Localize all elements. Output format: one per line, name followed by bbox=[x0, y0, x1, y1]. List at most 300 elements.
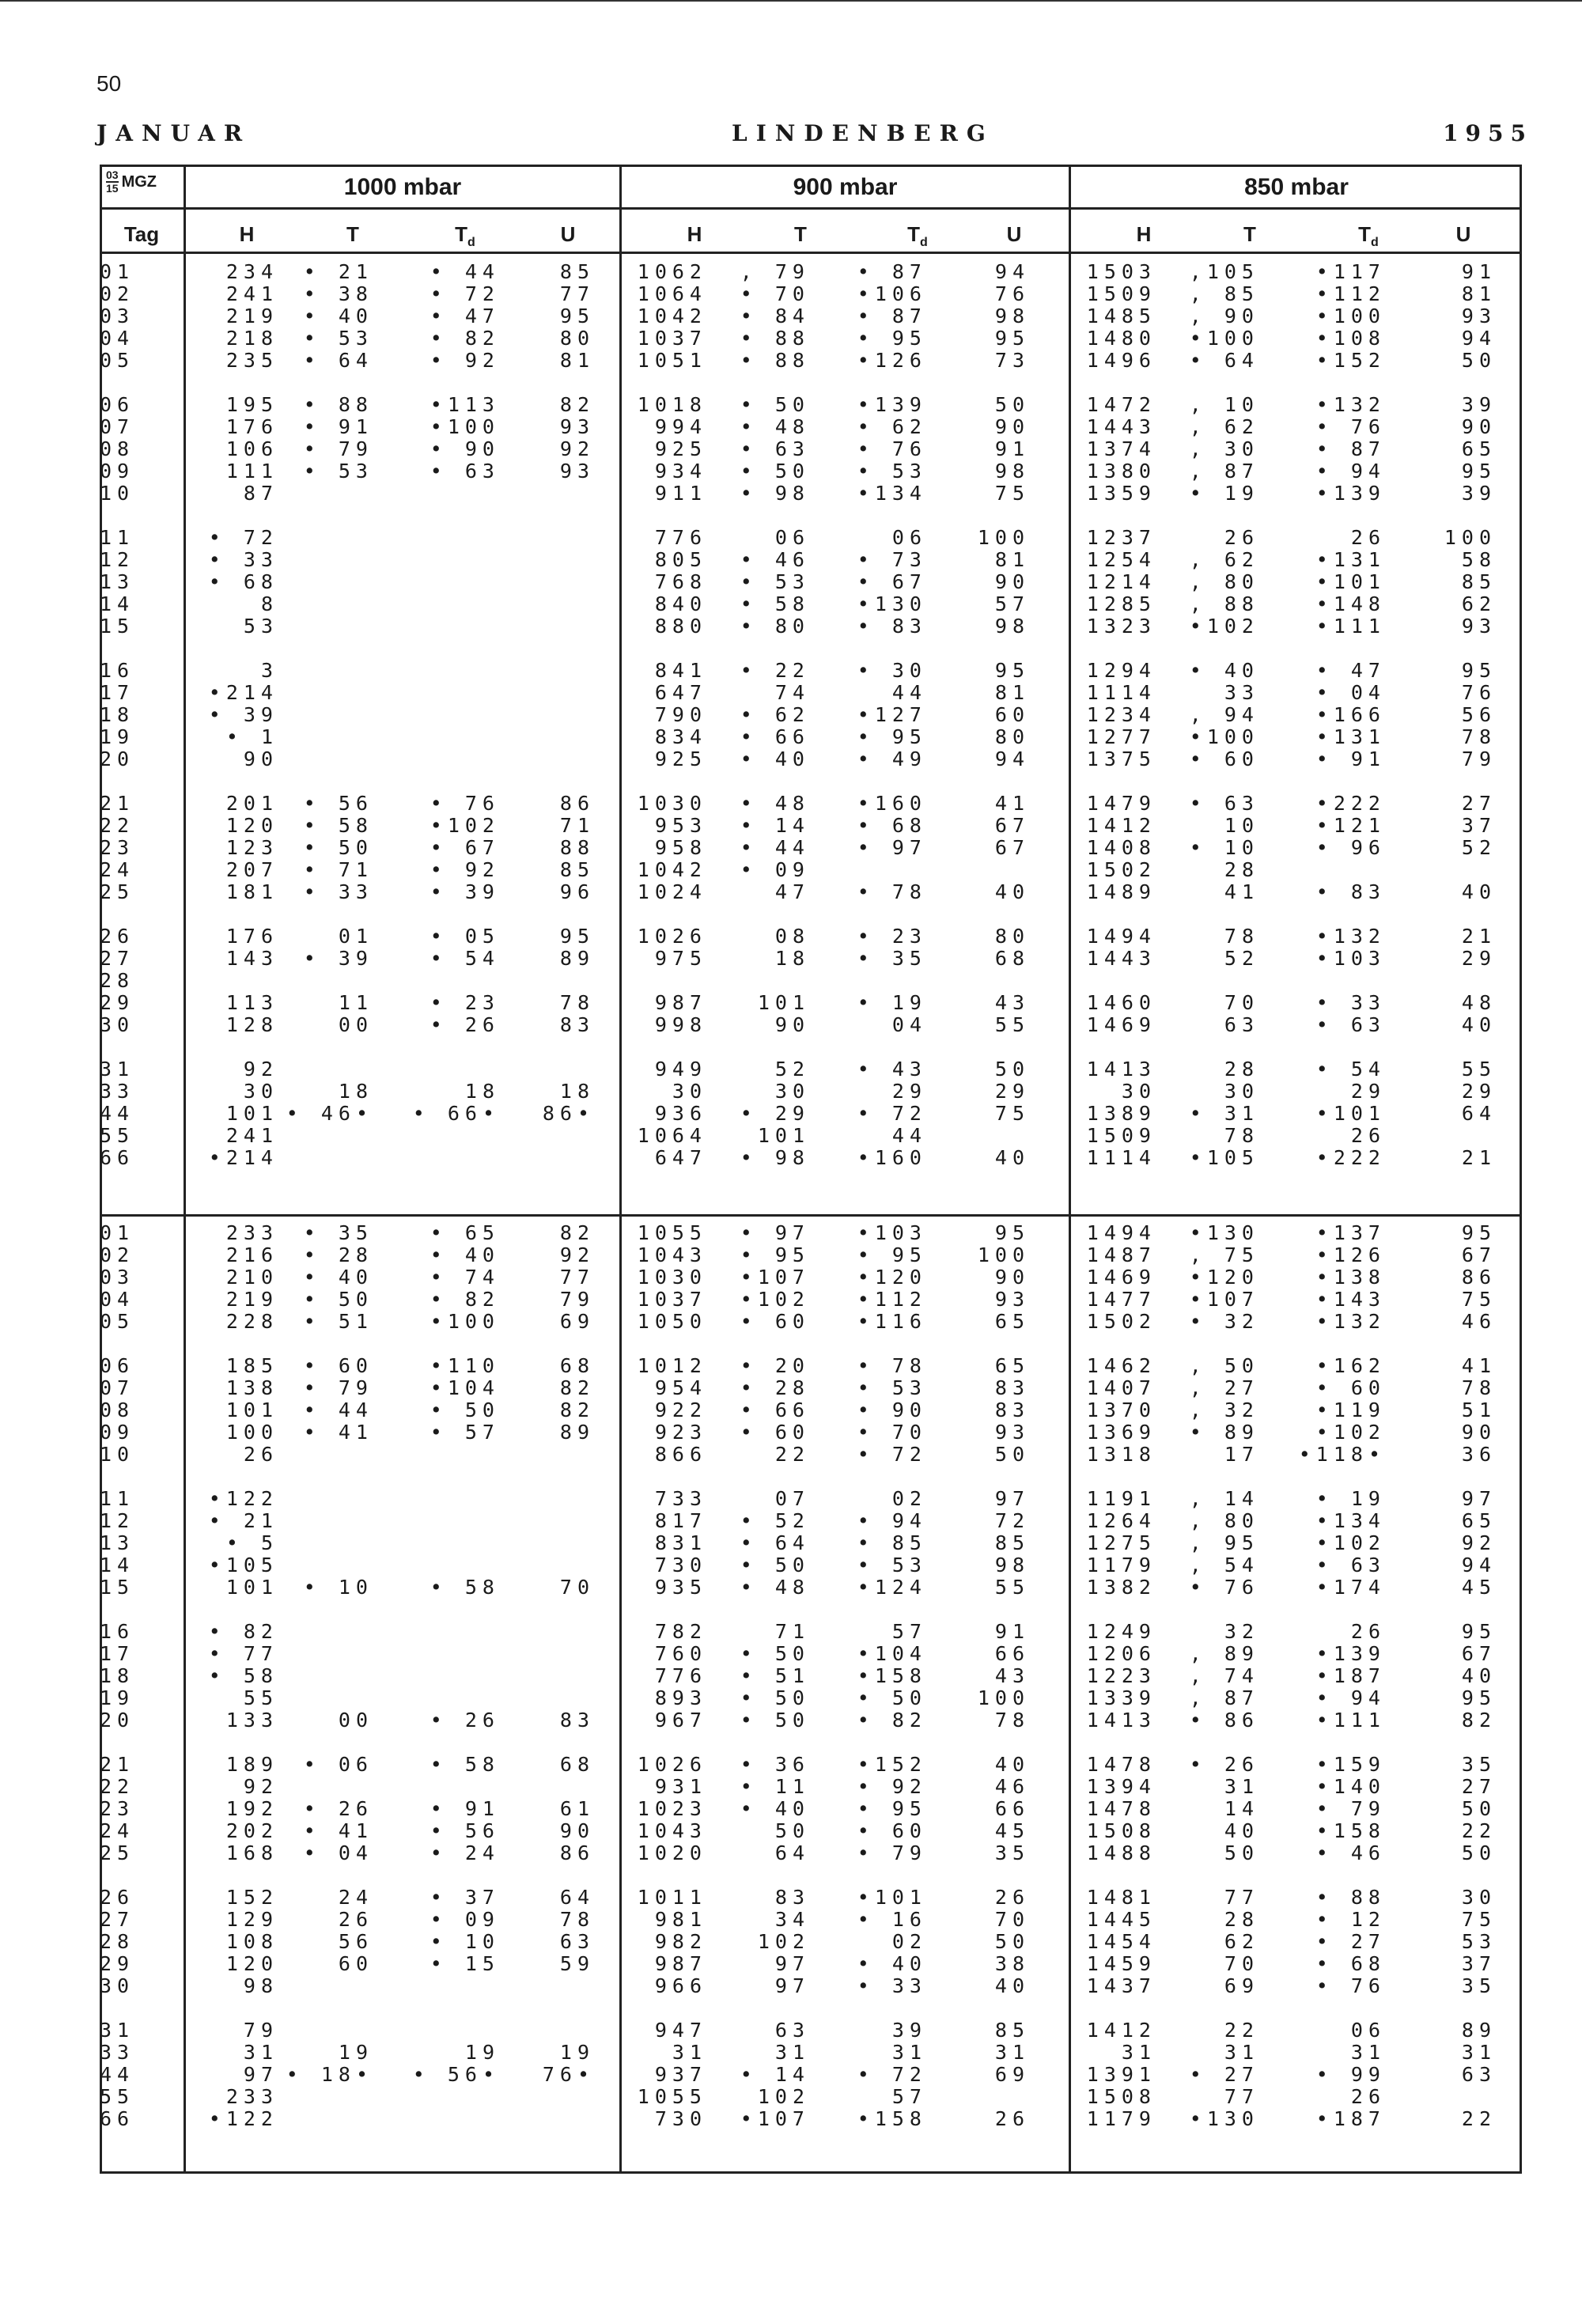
cell-t-1000: • 79 bbox=[303, 1376, 373, 1399]
cell-u-900: 93 bbox=[994, 1288, 1030, 1311]
cell-td-1000: • 05 bbox=[430, 925, 500, 948]
cell-h-1000: 168 bbox=[225, 1841, 278, 1864]
cell-tag: 05 bbox=[100, 1310, 135, 1333]
cell-u-900: 43 bbox=[994, 1664, 1030, 1687]
col-h-850: H bbox=[1136, 222, 1152, 246]
cell-u-850: 55 bbox=[1461, 1058, 1497, 1081]
cell-u-1000 bbox=[500, 571, 595, 593]
cell-t-1000: • 18• bbox=[286, 2063, 373, 2086]
cell-h-850: 1496 bbox=[1086, 349, 1156, 372]
cell-td-850: •131 bbox=[1315, 725, 1386, 748]
cell-h-900: 1030 bbox=[637, 1266, 707, 1289]
cell-td-900: • 95 bbox=[857, 327, 927, 350]
cell-t-1000: • 10 bbox=[303, 1576, 373, 1599]
table-row bbox=[100, 1776, 1497, 1798]
row-gap bbox=[100, 1997, 1497, 2019]
cell-td-900: • 33 bbox=[857, 1974, 927, 1997]
cell-t-900: 31 bbox=[774, 2041, 810, 2064]
cell-u-850: 50 bbox=[1461, 1797, 1497, 1820]
cell-td-900: 44 bbox=[891, 681, 927, 704]
cell-u-1000: 82 bbox=[559, 1399, 595, 1421]
cell-h-900: 866 bbox=[654, 1443, 707, 1466]
cell-tag: 29 bbox=[100, 991, 135, 1014]
cell-tag: 16 bbox=[100, 1620, 135, 1643]
table-row bbox=[100, 1820, 1497, 1842]
cell-h-1000: • 82 bbox=[208, 1620, 278, 1643]
cell-td-1000: • 92 bbox=[430, 349, 500, 372]
table-row bbox=[100, 859, 1497, 881]
cell-h-850: 1502 bbox=[1086, 858, 1156, 881]
cell-tag: 13 bbox=[100, 570, 135, 593]
cell-h-1000: 101 bbox=[225, 1102, 278, 1125]
cell-h-900: 730 bbox=[654, 2107, 707, 2130]
cell-t-850: 33 bbox=[1224, 681, 1259, 704]
cell-t-1000 bbox=[278, 483, 373, 505]
cell-t-850: 63 bbox=[1224, 1013, 1259, 1036]
cell-td-850: •131 bbox=[1315, 548, 1386, 571]
cell-u-900: 75 bbox=[994, 1102, 1030, 1125]
cell-h-850: 1206 bbox=[1086, 1642, 1156, 1665]
cell-h-850: 1323 bbox=[1086, 615, 1156, 638]
cell-h-900: 1043 bbox=[637, 1243, 707, 1266]
cell-tag: 23 bbox=[100, 1797, 135, 1820]
cell-t-900: 74 bbox=[774, 681, 810, 704]
cell-tag: 20 bbox=[100, 1709, 135, 1732]
cell-tag: 27 bbox=[100, 947, 135, 970]
cell-h-900: 934 bbox=[654, 460, 707, 483]
cell-td-850 bbox=[1259, 970, 1386, 992]
cell-t-900: • 60 bbox=[740, 1310, 810, 1333]
cell-td-900: • 53 bbox=[857, 1376, 927, 1399]
cell-td-850: • 63 bbox=[1315, 1554, 1386, 1576]
cell-u-850: 39 bbox=[1461, 482, 1497, 505]
cell-td-1000: • 26 bbox=[430, 1013, 500, 1036]
cell-h-1000: 53 bbox=[243, 615, 278, 638]
cell-t-850: , 89 bbox=[1189, 1642, 1259, 1665]
cell-t-1000 bbox=[278, 704, 373, 726]
cell-u-900: 80 bbox=[994, 925, 1030, 948]
table-row bbox=[100, 283, 1497, 305]
group-1000-mbar: 1000 mbar bbox=[343, 174, 462, 200]
cell-t-1000 bbox=[278, 1776, 373, 1798]
cell-h-1000: 233 bbox=[225, 2085, 278, 2108]
cell-h-1000: • 77 bbox=[208, 1642, 278, 1665]
cell-t-900: 63 bbox=[774, 2019, 810, 2042]
cell-t-850: ,105 bbox=[1189, 260, 1259, 283]
cell-u-850: 97 bbox=[1461, 1487, 1497, 1510]
cell-t-900: • 44 bbox=[740, 836, 810, 859]
cell-td-850: 06 bbox=[1350, 2019, 1386, 2042]
col-td-900: $T_d$ bbox=[907, 222, 928, 250]
table-row bbox=[100, 327, 1497, 350]
cell-tag: 33 bbox=[100, 2041, 135, 2064]
cell-h-850: 1413 bbox=[1086, 1058, 1156, 1081]
cell-t-900: • 88 bbox=[740, 327, 810, 350]
cell-u-1000: 89 bbox=[559, 947, 595, 970]
cell-tag: 06 bbox=[100, 393, 135, 416]
cell-td-850: • 87 bbox=[1315, 437, 1386, 460]
cell-h-850: 1412 bbox=[1086, 814, 1156, 837]
cell-td-1000: • 09 bbox=[430, 1908, 500, 1931]
cell-td-850: •111 bbox=[1315, 1709, 1386, 1732]
cell-td-850: •121 bbox=[1315, 814, 1386, 837]
cell-u-850 bbox=[1386, 970, 1497, 992]
cell-h-900: 31 bbox=[672, 2041, 707, 2064]
cell-t-1000: 56 bbox=[338, 1930, 373, 1953]
table-row bbox=[100, 2019, 1497, 2042]
cell-u-1000: 83 bbox=[559, 1013, 595, 1036]
cell-td-900 bbox=[810, 970, 927, 992]
cell-u-850: 65 bbox=[1461, 437, 1497, 460]
cell-u-1000: 61 bbox=[559, 1797, 595, 1820]
cell-h-1000: 176 bbox=[225, 925, 278, 948]
cell-h-850: 1488 bbox=[1086, 1841, 1156, 1864]
cell-tag: 24 bbox=[100, 1819, 135, 1842]
cell-u-900: 69 bbox=[994, 2063, 1030, 2086]
table-row bbox=[100, 1125, 1497, 1147]
cell-u-900: 55 bbox=[994, 1013, 1030, 1036]
cell-td-900: • 97 bbox=[857, 836, 927, 859]
cell-t-850: 78 bbox=[1224, 1124, 1259, 1147]
cell-td-850: • 33 bbox=[1315, 991, 1386, 1014]
cell-t-1000 bbox=[278, 615, 373, 638]
cell-td-850: •118• bbox=[1298, 1443, 1386, 1466]
cell-t-1000 bbox=[278, 1058, 373, 1081]
cell-td-1000 bbox=[373, 571, 500, 593]
cell-h-900: 954 bbox=[654, 1376, 707, 1399]
cell-td-900: • 73 bbox=[857, 548, 927, 571]
cell-h-1000: 235 bbox=[225, 349, 278, 372]
cell-u-1000 bbox=[500, 1488, 595, 1510]
cell-t-1000: • 50 bbox=[303, 836, 373, 859]
cell-t-900: • 51 bbox=[740, 1664, 810, 1687]
table-row bbox=[100, 261, 1497, 283]
cell-tag: 66 bbox=[100, 1146, 135, 1169]
cell-u-1000: 80 bbox=[559, 327, 595, 350]
cell-t-850: • 26 bbox=[1189, 1753, 1259, 1776]
table-row bbox=[100, 1222, 1497, 1244]
cell-tag: 12 bbox=[100, 548, 135, 571]
cell-h-850: 1481 bbox=[1086, 1886, 1156, 1909]
cell-t-900: 71 bbox=[774, 1620, 810, 1643]
cell-h-1000: • 1 bbox=[225, 725, 278, 748]
cell-u-850: 21 bbox=[1461, 925, 1497, 948]
cell-tag: 23 bbox=[100, 836, 135, 859]
cell-td-1000: •102 bbox=[430, 814, 500, 837]
cell-u-900: 55 bbox=[994, 1576, 1030, 1599]
cell-td-900: • 68 bbox=[857, 814, 927, 837]
cell-t-850: , 62 bbox=[1189, 548, 1259, 571]
cell-td-850: •187 bbox=[1315, 2107, 1386, 2130]
cell-td-850: •137 bbox=[1315, 1221, 1386, 1244]
cell-h-850: 1389 bbox=[1086, 1102, 1156, 1125]
cell-tag: 05 bbox=[100, 349, 135, 372]
table-row bbox=[100, 1510, 1497, 1532]
table-row bbox=[100, 815, 1497, 837]
cell-u-1000: 63 bbox=[559, 1930, 595, 1953]
cell-h-900: 776 bbox=[654, 1664, 707, 1687]
cell-u-1000: 64 bbox=[559, 1886, 595, 1909]
cell-t-1000: • 35 bbox=[303, 1221, 373, 1244]
cell-t-850: 50 bbox=[1224, 1841, 1259, 1864]
cell-t-850: • 40 bbox=[1189, 659, 1259, 682]
cell-t-1000 bbox=[278, 1488, 373, 1510]
cell-h-1000 bbox=[160, 970, 278, 992]
cell-td-850: • 99 bbox=[1315, 2063, 1386, 2086]
cell-u-850 bbox=[1386, 2086, 1497, 2108]
row-gap bbox=[100, 1732, 1497, 1754]
cell-h-850: 1479 bbox=[1086, 792, 1156, 815]
cell-u-1000: 92 bbox=[559, 437, 595, 460]
cell-td-850: •132 bbox=[1315, 393, 1386, 416]
cell-h-1000: •214 bbox=[208, 1146, 278, 1169]
cell-td-850: • 76 bbox=[1315, 415, 1386, 438]
cell-u-900: 76 bbox=[994, 282, 1030, 305]
cell-td-1000: • 44 bbox=[430, 260, 500, 283]
cell-td-1000: • 57 bbox=[430, 1421, 500, 1444]
cell-u-1000 bbox=[500, 1532, 595, 1554]
table-row bbox=[100, 1887, 1497, 1909]
cell-u-900 bbox=[927, 1125, 1030, 1147]
cell-td-1000: • 82 bbox=[430, 1288, 500, 1311]
cell-td-1000 bbox=[373, 1444, 500, 1466]
cell-u-1000: 93 bbox=[559, 460, 595, 483]
table-row bbox=[100, 925, 1497, 948]
year-label: 1955 bbox=[1443, 120, 1533, 146]
cell-u-900: 50 bbox=[994, 1443, 1030, 1466]
cell-h-850: 1494 bbox=[1086, 1221, 1156, 1244]
cell-td-850: •100 bbox=[1315, 305, 1386, 327]
cell-td-1000: • 92 bbox=[430, 858, 500, 881]
cell-td-850: •139 bbox=[1315, 482, 1386, 505]
cell-u-900: 68 bbox=[994, 947, 1030, 970]
cell-u-900: 50 bbox=[994, 1930, 1030, 1953]
cell-td-900: •160 bbox=[857, 792, 927, 815]
cell-u-1000 bbox=[500, 1776, 595, 1798]
cell-t-1000: • 41 bbox=[303, 1819, 373, 1842]
cell-tag: 24 bbox=[100, 858, 135, 881]
cell-td-850: • 47 bbox=[1315, 659, 1386, 682]
cell-u-850: 95 bbox=[1461, 1620, 1497, 1643]
cell-u-850: 95 bbox=[1461, 659, 1497, 682]
cell-u-850: 53 bbox=[1461, 1930, 1497, 1953]
data-block-2 bbox=[100, 1222, 1497, 2130]
cell-td-900: 57 bbox=[891, 1620, 927, 1643]
cell-t-900: • 53 bbox=[740, 570, 810, 593]
cell-t-900: • 29 bbox=[740, 1102, 810, 1125]
cell-t-900: • 48 bbox=[740, 792, 810, 815]
cell-h-900: 880 bbox=[654, 615, 707, 638]
cell-h-900: 730 bbox=[654, 1554, 707, 1576]
cell-h-1000: 26 bbox=[243, 1443, 278, 1466]
cell-u-900: 98 bbox=[994, 460, 1030, 483]
cell-t-1000 bbox=[278, 682, 373, 704]
cell-td-1000 bbox=[373, 2108, 500, 2130]
cell-u-900: 40 bbox=[994, 880, 1030, 903]
cell-t-1000: • 21 bbox=[303, 260, 373, 283]
cell-td-900: • 35 bbox=[857, 947, 927, 970]
cell-u-1000: 76• bbox=[542, 2063, 595, 2086]
cell-t-900: • 40 bbox=[740, 748, 810, 770]
cell-h-850: 1412 bbox=[1086, 2019, 1156, 2042]
cell-td-1000: 19 bbox=[464, 2041, 500, 2064]
cell-h-1000: 123 bbox=[225, 836, 278, 859]
cell-h-900: 1024 bbox=[637, 880, 707, 903]
cell-t-1000 bbox=[278, 1147, 373, 1169]
cell-u-850: 21 bbox=[1461, 1146, 1497, 1169]
cell-t-900: • 48 bbox=[740, 415, 810, 438]
cell-t-1000: • 44 bbox=[303, 1399, 373, 1421]
cell-u-900: 38 bbox=[994, 1952, 1030, 1975]
cell-t-1000 bbox=[278, 549, 373, 571]
cell-h-900: 998 bbox=[654, 1013, 707, 1036]
cell-h-1000: •105 bbox=[208, 1554, 278, 1576]
table-row bbox=[100, 1754, 1497, 1776]
cell-td-1000 bbox=[373, 1975, 500, 1997]
cell-tag: 19 bbox=[100, 725, 135, 748]
cell-t-1000 bbox=[278, 1554, 373, 1576]
cell-h-900: 975 bbox=[654, 947, 707, 970]
cell-t-850: 31 bbox=[1224, 2041, 1259, 2064]
cell-u-900 bbox=[927, 970, 1030, 992]
table-row bbox=[100, 1953, 1497, 1975]
cell-h-850: 1407 bbox=[1086, 1376, 1156, 1399]
cell-t-850: 28 bbox=[1224, 1908, 1259, 1931]
cell-h-900: 1026 bbox=[637, 1753, 707, 1776]
cell-t-1000: • 71 bbox=[303, 858, 373, 881]
cell-tag: 30 bbox=[100, 1013, 135, 1036]
cell-u-1000: 86• bbox=[542, 1102, 595, 1125]
cell-td-850: •112 bbox=[1315, 282, 1386, 305]
cell-u-900: 83 bbox=[994, 1399, 1030, 1421]
cell-u-850: 22 bbox=[1461, 2107, 1497, 2130]
cell-td-1000: • 15 bbox=[430, 1952, 500, 1975]
cell-h-850: 1275 bbox=[1086, 1531, 1156, 1554]
cell-h-900: 782 bbox=[654, 1620, 707, 1643]
cell-t-850 bbox=[1156, 970, 1259, 992]
cell-td-1000: • 72 bbox=[430, 282, 500, 305]
cell-h-850: 1391 bbox=[1086, 2063, 1156, 2086]
cell-h-850: 1489 bbox=[1086, 880, 1156, 903]
cell-u-850: 82 bbox=[1461, 1709, 1497, 1732]
cell-h-850: 1472 bbox=[1086, 393, 1156, 416]
cell-h-900: 937 bbox=[654, 2063, 707, 2086]
cell-h-850: 1478 bbox=[1086, 1797, 1156, 1820]
cell-h-1000: 228 bbox=[225, 1310, 278, 1333]
cell-td-900: • 40 bbox=[857, 1952, 927, 1975]
cell-u-900: 95 bbox=[994, 1221, 1030, 1244]
cell-td-900: • 72 bbox=[857, 1443, 927, 1466]
cell-u-1000 bbox=[500, 748, 595, 770]
cell-td-850: • 79 bbox=[1315, 1797, 1386, 1820]
cell-td-900: 44 bbox=[891, 1124, 927, 1147]
cell-u-900: 65 bbox=[994, 1354, 1030, 1377]
cell-t-900: 101 bbox=[757, 991, 810, 1014]
cell-td-1000: • 47 bbox=[430, 305, 500, 327]
cell-t-1000 bbox=[278, 1665, 373, 1687]
cell-td-900: • 82 bbox=[857, 1709, 927, 1732]
cell-td-850: •222 bbox=[1315, 1146, 1386, 1169]
cell-td-850: • 54 bbox=[1315, 1058, 1386, 1081]
cell-u-1000: 83 bbox=[559, 1709, 595, 1732]
cell-h-850: 1214 bbox=[1086, 570, 1156, 593]
cell-t-850: 77 bbox=[1224, 1886, 1259, 1909]
cell-td-850: •143 bbox=[1315, 1288, 1386, 1311]
cell-u-1000 bbox=[500, 682, 595, 704]
cell-td-1000 bbox=[373, 1621, 500, 1643]
cell-h-900: 982 bbox=[654, 1930, 707, 1953]
cell-h-1000: • 72 bbox=[208, 526, 278, 549]
table-row bbox=[100, 1687, 1497, 1709]
table-row bbox=[100, 1975, 1497, 1997]
cell-tag: 31 bbox=[100, 2019, 135, 2042]
cell-h-1000: • 39 bbox=[208, 703, 278, 726]
cell-tag: 13 bbox=[100, 1531, 135, 1554]
cell-u-900: 60 bbox=[994, 703, 1030, 726]
cell-tag: 22 bbox=[100, 1775, 135, 1798]
cell-t-850: , 87 bbox=[1189, 460, 1259, 483]
cell-u-850: 27 bbox=[1461, 1775, 1497, 1798]
cell-t-900: • 50 bbox=[740, 1554, 810, 1576]
cell-u-1000: 68 bbox=[559, 1354, 595, 1377]
cell-u-900: 81 bbox=[994, 681, 1030, 704]
cell-t-900: , 79 bbox=[740, 260, 810, 283]
cell-t-900: • 63 bbox=[740, 437, 810, 460]
cell-h-1000: •122 bbox=[208, 2107, 278, 2130]
cell-h-900: 840 bbox=[654, 592, 707, 615]
cell-u-900 bbox=[927, 859, 1030, 881]
cell-t-900: • 84 bbox=[740, 305, 810, 327]
cell-h-1000: 185 bbox=[225, 1354, 278, 1377]
cell-t-850: , 74 bbox=[1189, 1664, 1259, 1687]
cell-h-850: 1114 bbox=[1086, 681, 1156, 704]
cell-h-900: 1011 bbox=[637, 1886, 707, 1909]
cell-u-850: 37 bbox=[1461, 814, 1497, 837]
cell-t-850: 41 bbox=[1224, 880, 1259, 903]
cell-tag: 26 bbox=[100, 925, 135, 948]
cell-t-900: • 52 bbox=[740, 1509, 810, 1532]
cell-u-850: 62 bbox=[1461, 592, 1497, 615]
cell-td-850: 31 bbox=[1350, 2041, 1386, 2064]
cell-u-1000 bbox=[500, 593, 595, 615]
cell-t-1000: • 33 bbox=[303, 880, 373, 903]
cell-td-1000: • 50 bbox=[430, 1399, 500, 1421]
col-u-1000: U bbox=[560, 222, 576, 246]
cell-t-1000: • 51 bbox=[303, 1310, 373, 1333]
cell-td-900: 31 bbox=[891, 2041, 927, 2064]
cell-u-850: 67 bbox=[1461, 1243, 1497, 1266]
cell-u-900: 98 bbox=[994, 1554, 1030, 1576]
cell-h-1000: 31 bbox=[243, 2041, 278, 2064]
cell-h-900: 987 bbox=[654, 991, 707, 1014]
col-u-900: U bbox=[1006, 222, 1022, 246]
cell-tag: 26 bbox=[100, 1886, 135, 1909]
cell-h-850: 1502 bbox=[1086, 1310, 1156, 1333]
cell-td-900: •104 bbox=[857, 1642, 927, 1665]
cell-t-900: •107 bbox=[740, 1266, 810, 1289]
cell-t-900: • 80 bbox=[740, 615, 810, 638]
cell-h-900: 893 bbox=[654, 1686, 707, 1709]
cell-u-850: 40 bbox=[1461, 1013, 1497, 1036]
cell-u-900: 73 bbox=[994, 349, 1030, 372]
cell-t-900: 64 bbox=[774, 1841, 810, 1864]
cell-tag: 03 bbox=[100, 1266, 135, 1289]
cell-u-850: 39 bbox=[1461, 393, 1497, 416]
cell-u-900: 85 bbox=[994, 2019, 1030, 2042]
row-gap bbox=[100, 1036, 1497, 1058]
cell-td-900: 04 bbox=[891, 1013, 927, 1036]
cell-td-1000 bbox=[373, 1665, 500, 1687]
